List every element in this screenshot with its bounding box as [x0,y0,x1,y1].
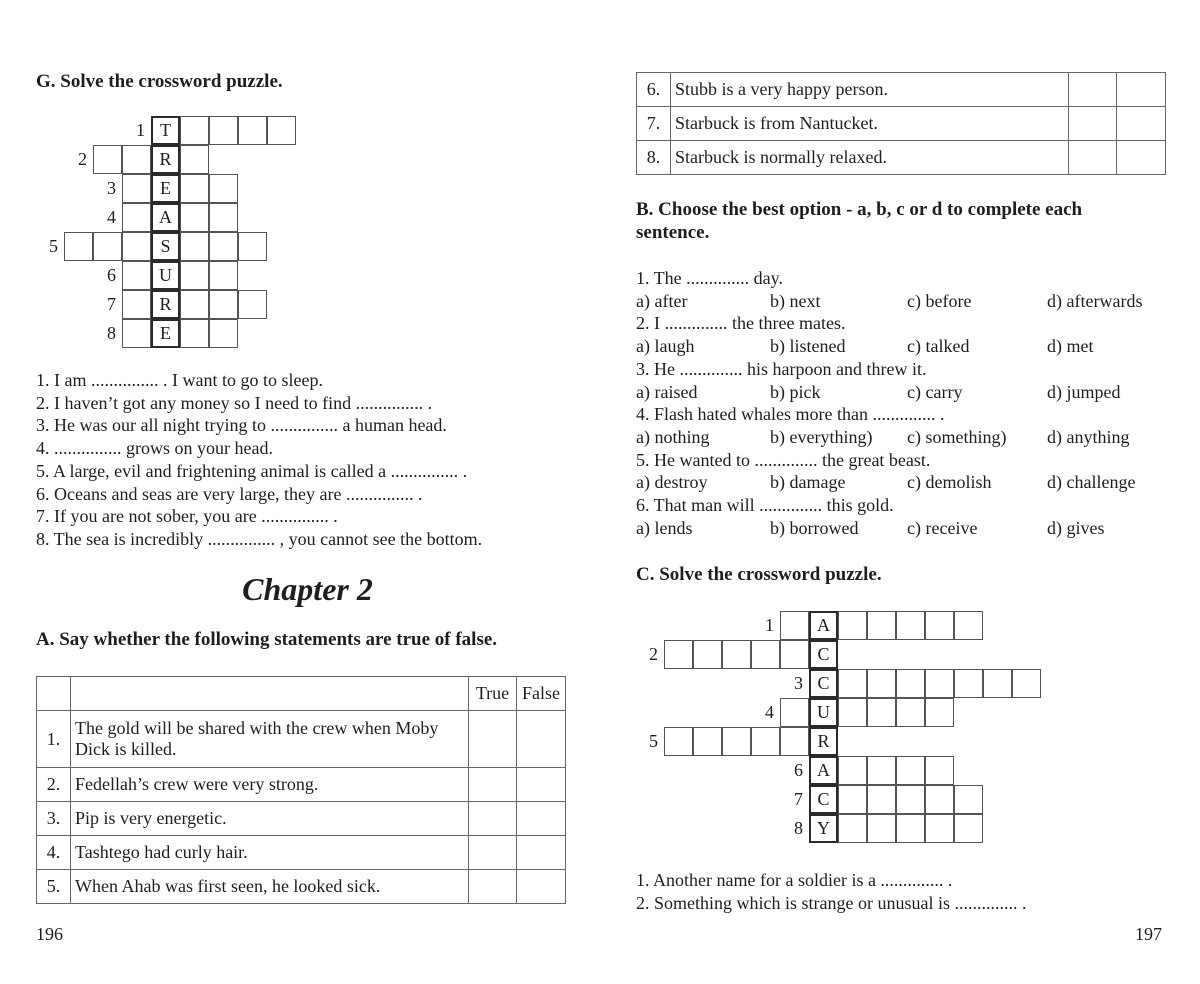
question-text: 6. That man will .............. this gold. [636,495,894,516]
row-statement: Pip is very energetic. [71,802,469,836]
crossword-cell[interactable] [954,669,983,698]
clue-number: 6 [794,760,803,780]
crossword-cell[interactable] [751,640,780,669]
header-false: False [517,677,566,711]
clue-number: 2 [78,149,87,169]
page-number-left: 196 [36,924,63,944]
crossword-cell[interactable] [925,814,954,843]
option-b[interactable]: b) damage [770,472,846,493]
crossword-cell[interactable] [238,290,267,319]
crossword-cell[interactable] [209,290,238,319]
key-letter-cell: C [809,785,838,814]
crossword-cell[interactable] [954,814,983,843]
options-row [636,290,1176,313]
option-d[interactable]: d) jumped [1047,381,1121,402]
question-text: 5. He wanted to .............. the great beast. [636,449,931,470]
row-number: 6. [637,73,671,107]
clue: 2. Something which is strange or unusual is .............. . [636,892,1027,913]
crossword-cell[interactable] [780,727,809,756]
crossword-cell[interactable] [122,174,151,203]
key-letter-cell: U [809,698,838,727]
row-statement: Stubb is a very happy person. [671,73,1069,107]
clue-number: 3 [794,673,803,693]
crossword-cell[interactable] [867,669,896,698]
true-cell[interactable] [1069,73,1117,107]
clue-number: 7 [107,294,116,314]
row-number: 5. [37,870,71,904]
option-c[interactable]: c) carry [907,381,963,402]
row-number: 3. [37,802,71,836]
false-cell[interactable] [517,768,566,802]
row-statement: Tashtego had curly hair. [71,836,469,870]
crossword-cell[interactable] [925,698,954,727]
true-cell[interactable] [469,802,517,836]
crossword-cell[interactable] [838,814,867,843]
key-letter-cell: U [151,261,180,290]
header-num [37,677,71,711]
key-letter-cell: S [151,232,180,261]
clue-number: 7 [794,789,803,809]
header-statement [71,677,469,711]
crossword-cell[interactable] [209,116,238,145]
crossword-cell[interactable] [209,319,238,348]
crossword-cell[interactable] [93,145,122,174]
crossword-cell[interactable] [693,727,722,756]
false-cell[interactable] [517,836,566,870]
row-statement: Fedellah’s crew were very strong. [71,768,469,802]
key-letter-cell: R [809,727,838,756]
row-statement: When Ahab was first seen, he looked sick. [71,870,469,904]
crossword-cell[interactable] [954,785,983,814]
option-c[interactable]: c) receive [907,517,978,538]
question-text: 3. He .............. his harpoon and threw it. [636,358,927,379]
clue-number: 6 [107,265,116,285]
true-cell[interactable] [469,711,517,768]
option-d[interactable]: d) anything [1047,426,1130,447]
option-b[interactable]: b) next [770,290,821,311]
crossword-cell[interactable] [122,203,151,232]
option-c[interactable]: c) demolish [907,472,992,493]
option-a[interactable]: a) lends [636,517,693,538]
table-row [637,73,1166,107]
clue: 5. A large, evil and frightening animal is called a ............... . [36,460,468,481]
false-cell[interactable] [517,870,566,904]
section-c-clues [636,869,1026,914]
true-false-table-continued [636,72,1166,175]
options-row [636,335,1176,358]
crossword-cell[interactable] [180,290,209,319]
crossword-cell[interactable] [896,698,925,727]
option-a[interactable]: a) laugh [636,336,695,357]
crossword-cell[interactable] [93,232,122,261]
question-text: 4. Flash hated whales more than .............. . [636,404,945,425]
crossword-cell[interactable] [867,611,896,640]
crossword-cell[interactable] [867,756,896,785]
crossword-cell[interactable] [925,756,954,785]
crossword-cell[interactable] [896,669,925,698]
page-number-right: 197 [1135,924,1162,944]
crossword-cell[interactable] [896,611,925,640]
crossword-cell[interactable] [64,232,93,261]
option-b[interactable]: b) everything) [770,426,873,447]
option-d[interactable]: d) afterwards [1047,290,1143,311]
section-b-heading: B. Choose the best option - a, b, c or d to complete each sentence. [636,199,1083,243]
crossword-cell[interactable] [867,814,896,843]
clue: 3. He was our all night trying to ............... a human head. [36,415,447,436]
option-b[interactable]: b) borrowed [770,517,859,538]
clue-number: 8 [107,323,116,343]
clue: 8. The sea is incredibly ............... , you cannot see the bottom. [36,528,483,549]
crossword-cell[interactable] [780,611,809,640]
crossword-cell[interactable] [925,611,954,640]
crossword-cell[interactable] [122,232,151,261]
clue-number: 2 [649,644,658,664]
chapter-title: Chapter 2 [242,571,373,607]
row-number: 1. [37,711,71,768]
section-g-heading: G. Solve the crossword puzzle. [36,71,283,92]
crossword-cell[interactable] [896,785,925,814]
crossword-cell[interactable] [780,640,809,669]
option-c[interactable]: c) before [907,290,972,311]
row-statement: Starbuck is from Nantucket. [671,107,1069,141]
crossword-cell[interactable] [180,174,209,203]
crossword-cell[interactable] [925,669,954,698]
crossword-cell[interactable] [180,116,209,145]
option-d[interactable]: d) met [1047,336,1094,357]
key-letter-cell: C [809,640,838,669]
question-text: 1. The .............. day. [636,268,783,288]
key-letter-cell: C [809,669,838,698]
table-row [37,802,566,836]
crossword-cell[interactable] [238,232,267,261]
option-b[interactable]: b) listened [770,336,846,357]
crossword-cell[interactable] [122,261,151,290]
clue-number: 4 [765,702,774,722]
crossword-cell[interactable] [954,611,983,640]
true-cell[interactable] [1069,141,1117,175]
header-true: True [469,677,517,711]
option-d[interactable]: d) gives [1047,517,1105,538]
crossword-cell[interactable] [209,261,238,290]
clue-number: 5 [49,236,58,256]
options-row [636,517,1176,540]
section-c-heading: C. Solve the crossword puzzle. [636,564,882,585]
key-letter-cell: Y [809,814,838,843]
crossword-cell[interactable] [896,756,925,785]
clue-number: 5 [649,731,658,751]
crossword-cell[interactable] [664,640,693,669]
true-cell[interactable] [469,768,517,802]
option-a[interactable]: a) raised [636,381,698,402]
table-row [37,870,566,904]
crossword-cell[interactable] [925,785,954,814]
true-false-table [36,676,566,904]
crossword-cell[interactable] [122,290,151,319]
row-number: 7. [637,107,671,141]
crossword-cell[interactable] [838,785,867,814]
row-number: 4. [37,836,71,870]
true-cell[interactable] [469,870,517,904]
clue-number: 3 [107,178,116,198]
false-cell[interactable] [517,711,566,768]
options-row [636,471,1176,494]
row-number: 2. [37,768,71,802]
crossword-cell[interactable] [238,116,267,145]
crossword-cell[interactable] [180,145,209,174]
table-row [637,107,1166,141]
crossword-cell[interactable] [664,727,693,756]
crossword-cell[interactable] [209,232,238,261]
crossword-cell[interactable] [896,814,925,843]
option-b[interactable]: b) pick [770,381,821,402]
clue-number: 1 [136,120,145,140]
question-text: 2. I .............. the three mates. [636,313,846,334]
key-letter-cell: R [151,145,180,174]
section-g-clues [36,369,482,551]
crossword-cell[interactable] [780,698,809,727]
table-header-row [37,677,566,711]
clue-number: 1 [765,615,774,635]
key-letter-cell: T [151,116,180,145]
crossword-cell[interactable] [722,640,751,669]
clue: 7. If you are not sober, you are ............... . [36,506,338,527]
false-cell[interactable] [1117,107,1166,141]
option-d[interactable]: d) challenge [1047,472,1136,493]
key-letter-cell: A [809,756,838,785]
clue: 2. I haven’t got any money so I need to find ............... . [36,392,433,413]
key-letter-cell: E [151,174,180,203]
crossword-cell[interactable] [838,669,867,698]
crossword-cell[interactable] [838,611,867,640]
option-a[interactable]: a) after [636,290,688,311]
options-row [636,426,1176,449]
options-row [636,381,1176,404]
section-b-questions [636,267,1176,539]
row-statement: Starbuck is normally relaxed. [671,141,1069,175]
table-row [637,141,1166,175]
table-row [37,711,566,768]
table-row [37,768,566,802]
crossword-cell[interactable] [267,116,296,145]
key-letter-cell: E [151,319,180,348]
option-a[interactable]: a) nothing [636,426,710,447]
clue: 1. I am ............... . I want to go to sleep. [36,370,323,390]
false-cell[interactable] [1117,73,1166,107]
option-a[interactable]: a) destroy [636,472,708,493]
crossword-cell[interactable] [122,319,151,348]
crossword-cell[interactable] [209,174,238,203]
key-letter-cell: R [151,290,180,319]
crossword-cell[interactable] [838,756,867,785]
false-cell[interactable] [517,802,566,836]
crossword-cell[interactable] [867,698,896,727]
section-a-heading: A. Say whether the following statements are true of false. [36,629,498,650]
crossword-cell[interactable] [180,232,209,261]
option-c[interactable]: c) talked [907,336,970,357]
crossword-cell[interactable] [751,727,780,756]
crossword-cell[interactable] [838,698,867,727]
crossword-cell[interactable] [180,319,209,348]
crossword-cell[interactable] [122,145,151,174]
crossword-cell[interactable] [983,669,1012,698]
table-row [37,836,566,870]
clue: 1. Another name for a soldier is a .............. . [636,870,953,890]
key-letter-cell: A [809,611,838,640]
row-statement: The gold will be shared with the crew when Moby Dick is killed. [71,711,469,768]
true-cell[interactable] [1069,107,1117,141]
row-number: 8. [637,141,671,175]
crossword-cell[interactable] [867,785,896,814]
clue-number: 8 [794,818,803,838]
clue: 6. Oceans and seas are very large, they are ............... . [36,483,423,504]
option-c[interactable]: c) something) [907,426,1007,447]
key-letter-cell: A [151,203,180,232]
clue: 4. ............... grows on your head. [36,438,273,459]
false-cell[interactable] [1117,141,1166,175]
crossword-cell[interactable] [180,261,209,290]
true-cell[interactable] [469,836,517,870]
crossword-cell[interactable] [693,640,722,669]
clue-number: 4 [107,207,116,227]
crossword-cell[interactable] [1012,669,1041,698]
crossword-cell[interactable] [209,203,238,232]
crossword-cell[interactable] [180,203,209,232]
crossword-cell[interactable] [722,727,751,756]
